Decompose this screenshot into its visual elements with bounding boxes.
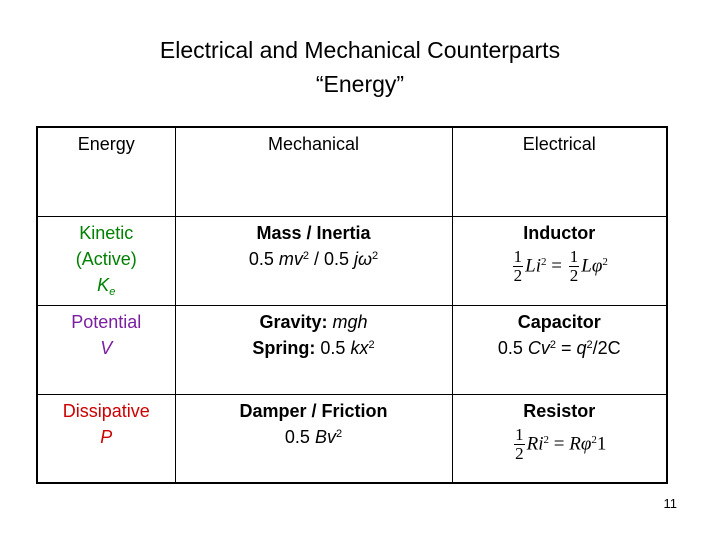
kinetic-label-sub: (Active): [75, 248, 137, 269]
slide-title: [0, 33, 720, 101]
dissipative-label: Dissipative: [62, 400, 150, 421]
spring-line: Spring: 0.5 $kx^2$: [252, 337, 375, 358]
potential-symbol: V: [100, 337, 113, 358]
table-row-potential: [37, 305, 667, 394]
kinetic-symbol: $K_e$: [97, 274, 116, 298]
title-line-2: “Energy”: [315, 71, 405, 97]
header-electrical: Electrical: [452, 127, 667, 216]
dissipative-electrical-cell: [452, 394, 667, 483]
kinetic-mech-formula: 0.5 $mv^2 / 0.5$ $j\omega^2$: [248, 248, 379, 269]
potential-label-cell: [37, 305, 175, 394]
kinetic-label: Kinetic: [79, 222, 134, 243]
table-row-dissipative: [37, 394, 667, 483]
gravity-line: Gravity: mgh: [259, 311, 368, 332]
title-line-1: Electrical and Mechanical Counterparts: [159, 37, 561, 63]
resistor-energy-formula: $\frac{1}{2}$ $Ri^2 = R\varphi^21$: [515, 424, 607, 463]
potential-mechanical-cell: [175, 305, 452, 394]
kinetic-elec-title: Inductor: [523, 222, 596, 243]
page-number: 11: [663, 496, 677, 511]
header-mechanical: Mechanical: [175, 127, 452, 216]
table-row-kinetic: [37, 216, 667, 305]
dissipative-mechanical-cell: [175, 394, 452, 483]
capacitor-energy-formula: 0.5 $Cv^2 = q^2/2C$: [497, 337, 621, 358]
header-energy: Energy: [37, 127, 175, 216]
dissipative-label-cell: [37, 394, 175, 483]
dissipative-symbol: P: [100, 426, 113, 447]
energy-table: [36, 126, 668, 484]
potential-label: Potential: [71, 311, 142, 332]
potential-electrical-cell: [452, 305, 667, 394]
kinetic-mechanical-cell: [175, 216, 452, 305]
dissipative-mech-formula: 0.5 Bv$^2$: [284, 426, 343, 447]
inductor-energy-formula: $\frac{1}{2}$ $Li^2$ = $\frac{1}{2}$ $L\varphi^2$: [513, 246, 608, 285]
potential-elec-title: Capacitor: [517, 311, 601, 332]
kinetic-electrical-cell: [452, 216, 667, 305]
dissipative-mech-title: Damper / Friction: [239, 400, 388, 421]
kinetic-mech-title: Mass / Inertia: [256, 222, 371, 243]
dissipative-elec-title: Resistor: [523, 400, 596, 421]
table-header-row: [37, 127, 667, 216]
kinetic-label-cell: [37, 216, 175, 305]
